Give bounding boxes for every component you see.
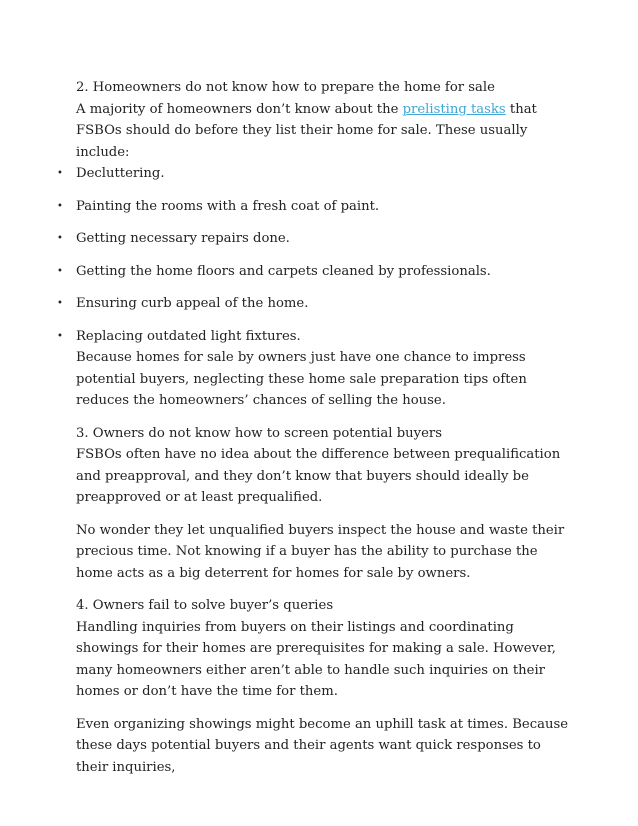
bullet-icon: •: [57, 298, 63, 309]
section-2-closing: Because homes for sale by owners just have one chance to impress potential buyers, neglecting these home sale preparation tips often reduces the homeowners’ chances of selling the house.: [76, 350, 527, 408]
list-item-text: Getting necessary repairs done.: [76, 231, 290, 246]
section-4-heading: 4. Owners fail to solve buyer’s queries: [76, 598, 334, 613]
bullet-icon: •: [57, 330, 63, 342]
section-3-body: FSBOs often have no idea about the difference between prequalification and preapproval, and they don’t know that buyers should ideally be preapproved or at least prequalified.: [76, 447, 561, 505]
list-item: [57, 163, 576, 185]
bullet-icon: •: [57, 265, 63, 277]
list-item: [57, 326, 576, 348]
section-4-body: Handling inquiries from buyers on their listings and coordinating showings for their homes are prerequisites for making a sale. However, many homeowners either aren’t able to handle such inquiries on their homes or don’t have the time for them.: [76, 619, 556, 699]
section-2-intro-before-link: A majority of homeowners don’t know about the: [76, 101, 403, 117]
section-2-intro-after-link: that FSBOs should do before they list their home for sale. These usually include:: [76, 101, 537, 160]
list-item-text: Decluttering.: [76, 166, 165, 181]
bullet-icon: •: [57, 168, 63, 179]
section-3-followup: No wonder they let unqualified buyers inspect the house and waste their precious time. Not knowing if a buyer has the ability to purchase the home acts as a big deterrent for homes for sale by owners.: [76, 522, 565, 581]
list-item-text: Painting the rooms with a fresh coat of paint.: [76, 198, 380, 214]
section-2-heading: 2. Homeowners do not know how to prepare the home for sale: [76, 80, 495, 95]
bullet-icon: •: [57, 200, 63, 212]
prelisting-tasks-list: [57, 163, 576, 347]
section-3-heading: 3. Owners do not know how to screen potential buyers: [76, 425, 442, 441]
document-content: [57, 77, 576, 778]
list-item: [57, 196, 576, 218]
section-2-intro: [76, 99, 576, 164]
prelisting-tasks-link[interactable]: prelisting tasks: [402, 101, 506, 117]
section-4-followup: Even organizing showings might become an uphill task at times. Because these days potential buyers and their agents want quick responses to their inquiries,: [76, 716, 569, 775]
list-item-text: Replacing outdated light fixtures.: [76, 328, 301, 344]
bullet-icon: •: [57, 233, 63, 244]
list-item: [57, 293, 576, 315]
list-item: [57, 228, 576, 250]
list-item-text: Getting the home floors and carpets cleaned by professionals.: [76, 263, 491, 279]
list-item-text: Ensuring curb appeal of the home.: [76, 296, 309, 311]
list-item: [57, 261, 576, 283]
